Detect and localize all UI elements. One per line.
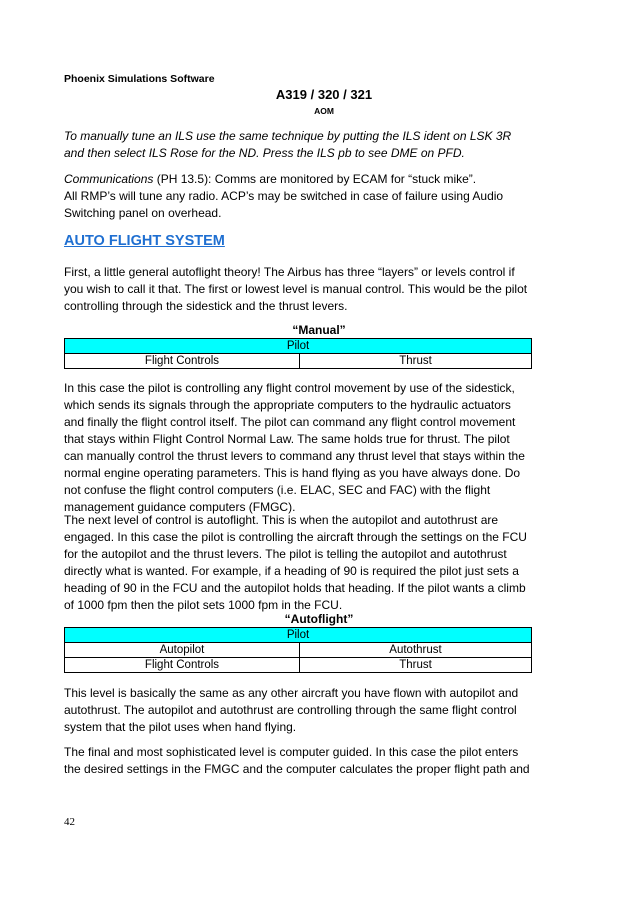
- text-line: heading of 90 in the FCU and the autopilot holds that heading. If the pilot wants a climb: [64, 581, 526, 595]
- table-cell: Thrust: [300, 658, 532, 673]
- text-line: which sends its signals through the appropriate computers to the hydraulic actuators: [64, 398, 511, 412]
- table-cell: Autothrust: [300, 643, 532, 658]
- table-header-cell: Pilot: [65, 628, 532, 643]
- text-line: for the autopilot and the thrust levers. The pilot is telling the autopilot and autothrust: [64, 547, 507, 561]
- text-line: In this case the pilot is controlling any flight control movement by use of the sidestick,: [64, 381, 515, 395]
- manual-paragraph: [64, 380, 574, 516]
- text-line: directly what is wanted. For example, if a heading of 90 is required the pilot just sets a: [64, 564, 519, 578]
- manual-table: [64, 338, 532, 369]
- text-line: All RMP’s will tune any radio. ACP’s may be switched in case of failure using Audio: [64, 189, 504, 203]
- text-line: The next level of control is autoflight. This is when the autopilot and autothrust are: [64, 513, 499, 527]
- communications-label: Communications: [64, 172, 154, 186]
- text-line: and finally the flight control itself. The pilot can command any flight control movement: [64, 415, 516, 429]
- manual-table-title: “Manual”: [292, 323, 346, 337]
- table-header-cell: Pilot: [65, 339, 532, 354]
- text-line: The final and most sophisticated level is computer guided. In this case the pilot enters: [64, 745, 519, 759]
- autoflight-table: [64, 627, 532, 673]
- communications-text: (PH 13.5): Comms are monitored by ECAM for “stuck mike”.: [153, 172, 477, 186]
- text-line: management guidance computers (FMGC).: [64, 500, 296, 514]
- company-name: Phoenix Simulations Software: [64, 73, 215, 85]
- communications-paragraph: [64, 171, 574, 222]
- text-line: the desired settings in the FMGC and the computer calculates the proper flight path and: [64, 762, 530, 776]
- document-subtitle-text: AOM: [314, 106, 334, 116]
- text-line: and then select ILS Rose for the ND. Press the ILS pb to see DME on PFD.: [64, 146, 465, 160]
- document-title: [0, 87, 638, 102]
- document-subtitle: [0, 106, 638, 116]
- text-line: This level is basically the same as any other aircraft you have flown with autopilot and: [64, 686, 519, 700]
- section-heading: AUTO FLIGHT SYSTEM: [64, 233, 225, 249]
- text-line: controlling through the sidestick and the thrust levers.: [64, 299, 348, 313]
- text-line: Switching panel on overhead.: [64, 206, 222, 220]
- text-line: To manually tune an ILS use the same technique by putting the ILS ident on LSK 3R: [64, 129, 512, 143]
- text-line: of 1000 fpm then the pilot sets 1000 fpm in the FCU.: [64, 598, 343, 612]
- ils-paragraph: [64, 128, 574, 162]
- text-line: you wish to call it that. The first or lowest level is manual control. This would be the pilot: [64, 282, 528, 296]
- table-cell: Flight Controls: [65, 354, 300, 369]
- text-line: can manually control the thrust levers to command any thrust level that stays within the: [64, 449, 525, 463]
- text-line: system that the pilot uses when hand flying.: [64, 720, 297, 734]
- autoflight-paragraph: [64, 512, 574, 614]
- page-number: 42: [64, 816, 75, 828]
- table-cell: Flight Controls: [65, 658, 300, 673]
- text-line: engaged. In this case the pilot is controlling the aircraft through the settings on the FCU: [64, 530, 527, 544]
- text-line: [64, 171, 574, 188]
- final-paragraph: [64, 744, 574, 778]
- text-line: that stays within Flight Control Normal Law. The same holds true for thrust. The pilot: [64, 432, 510, 446]
- text-line: normal engine operating parameters. This is hand flying as you have always done. Do: [64, 466, 521, 480]
- table-cell: Thrust: [300, 354, 532, 369]
- text-line: not confuse the flight control computers (i.e. ELAC, SEC and FAC) with the flight: [64, 483, 491, 497]
- text-line: First, a little general autoflight theory! The Airbus has three “layers” or levels control if: [64, 265, 515, 279]
- autoflight-table-title: “Autoflight”: [284, 612, 354, 626]
- intro-paragraph: [64, 264, 574, 315]
- basic-paragraph: [64, 685, 574, 736]
- table-cell: Autopilot: [65, 643, 300, 658]
- document-title-text: A319 / 320 / 321: [275, 87, 373, 102]
- text-line: autothrust. The autopilot and autothrust are controlling through the same flight control: [64, 703, 517, 717]
